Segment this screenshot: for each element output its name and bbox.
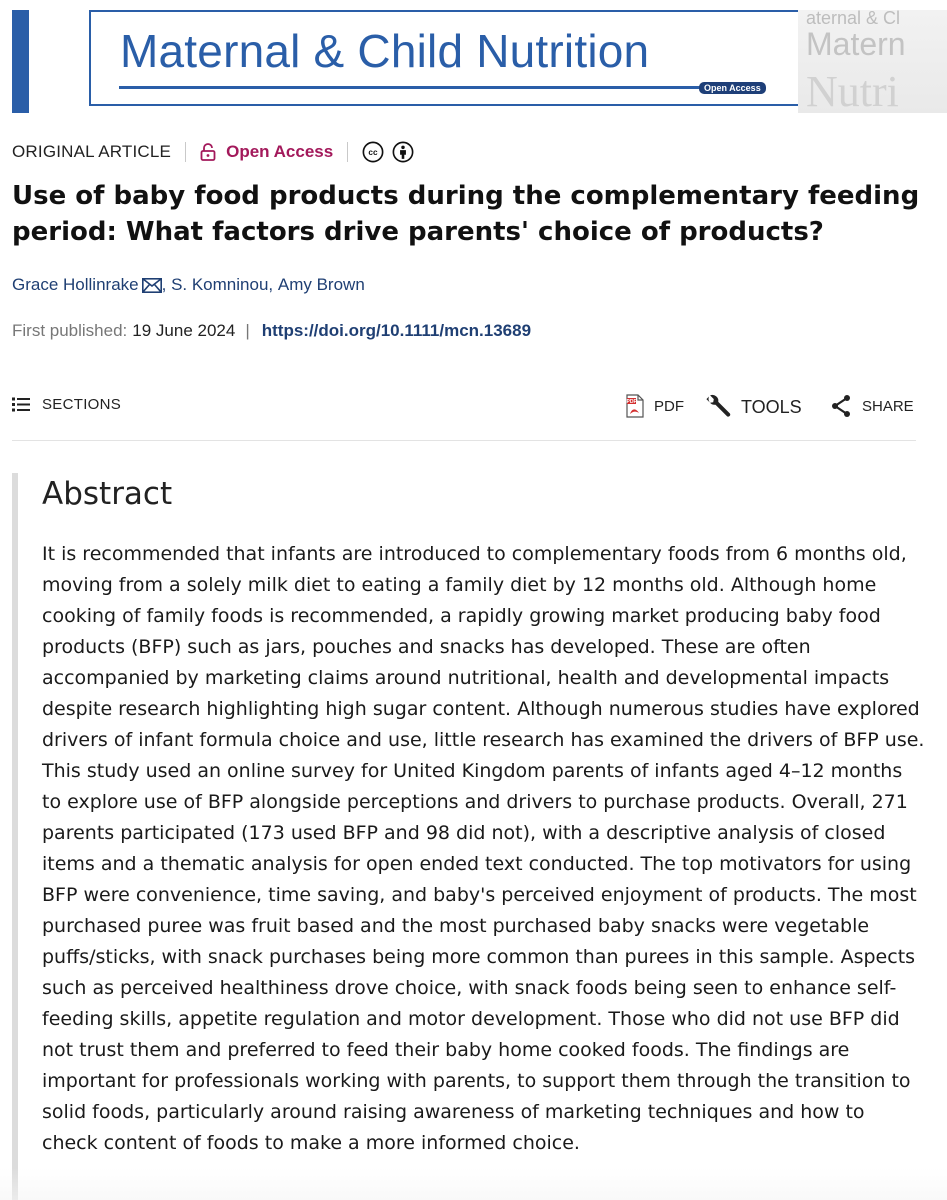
tools-label: TOOLS [741, 396, 802, 417]
cover-text-line: Nutri [806, 67, 899, 113]
author-link[interactable]: Grace Hollinrake [12, 275, 139, 294]
sections-label: SECTIONS [42, 396, 122, 413]
cover-text-line: Matern [806, 26, 906, 62]
banner-underline [119, 86, 723, 89]
open-access-badge[interactable] [200, 142, 333, 162]
wrench-icon [705, 394, 731, 420]
author-separator: , [268, 275, 278, 294]
creative-commons-icon[interactable] [362, 141, 384, 163]
doi-link[interactable]: https://doi.org/10.1111/mcn.13689 [261, 321, 532, 340]
envelope-icon[interactable] [142, 278, 162, 293]
journal-title: Maternal & Child Nutrition [120, 25, 650, 77]
journal-banner[interactable] [12, 10, 947, 113]
author-list [12, 275, 365, 295]
first-published-label: First published: [12, 321, 128, 340]
article-title: Use of baby food products during the complementary feeding period: What factors drive parents' choice of products? [12, 181, 920, 247]
share-label: SHARE [862, 397, 914, 415]
toolbar-divider [12, 440, 916, 441]
attribution-icon[interactable] [392, 141, 414, 163]
svg-text:cc: cc [368, 148, 378, 158]
divider [185, 142, 186, 162]
open-access-label: Open Access [226, 142, 334, 161]
pdf-file-icon [626, 394, 644, 418]
author-link[interactable]: S. Komninou [171, 275, 269, 294]
sections-button[interactable] [12, 396, 121, 413]
license-icons[interactable] [362, 141, 414, 163]
pdf-label: PDF [654, 397, 684, 415]
abstract-text: It is recommended that infants are introduced to complementary foods from 6 months old, moving from a solely milk diet to eating a family diet by 12 months old. Although home cooking of family foods is recommended, a rapidly growing market producing baby food products (BFP) such as jars, pouches and snacks has developed. These are often accompanied by marketing claims around nutritional, health and developmental impacts despite research highlighting high sugar content. Although numerous studies have explored drivers of infant formula choice and use, little research has examined the drivers of BFP use. This study used an online survey for United Kingdom parents of infants aged 4–12 months to explore use of BFP alongside perceptions and drivers to purchase products. Overall, 271 parents participated (173 used BFP and 98 did not), with a descriptive analysis of closed items and a thematic analysis for open ended text conducted. The top motivators for using BFP were convenience, time saving, and baby's perceived enjoyment of products. The most purchased puree was fruit based and the most purchased baby snacks were vegetable puffs/sticks, with snack purchases being more common than purees in this sample. Aspects such as perceived healthiness drove choice, with snack foods being seen to enhance self-feeding skills, appetite regulation and motor development. Those who did not use BFP did not trust them and preferred to feed their baby home cooked foods. The findings are important for professionals working with parents, to support them through the transition to solid foods, particularly around raising awareness of marketing techniques and how to check content of foods to make a more informed choice. [42, 543, 925, 1154]
separator: | [245, 321, 250, 340]
svg-text:PDF: PDF [626, 399, 637, 405]
author-separator: , [161, 275, 172, 294]
divider [347, 142, 348, 162]
cover-text-line: aternal & Cl [806, 10, 901, 28]
publication-date: 19 June 2024 [132, 321, 236, 340]
publication-info [12, 321, 531, 341]
author-link[interactable]: Amy Brown [277, 275, 365, 294]
article-type: ORIGINAL ARTICLE [12, 142, 172, 161]
banner-cover-thumbnail [798, 10, 947, 113]
article-toolbar [12, 390, 916, 424]
list-icon [12, 397, 30, 412]
banner-frame [89, 10, 807, 106]
pdf-button[interactable] [626, 394, 684, 418]
abstract-heading: Abstract [42, 476, 173, 512]
article-meta-row [12, 140, 414, 164]
tools-button[interactable] [705, 394, 802, 420]
banner-accent-bar [12, 10, 29, 113]
share-button[interactable] [830, 394, 914, 418]
banner-open-access-badge: Open Access [699, 82, 766, 94]
share-icon [830, 394, 852, 418]
abstract-section [12, 473, 925, 1200]
open-lock-icon [200, 143, 216, 161]
